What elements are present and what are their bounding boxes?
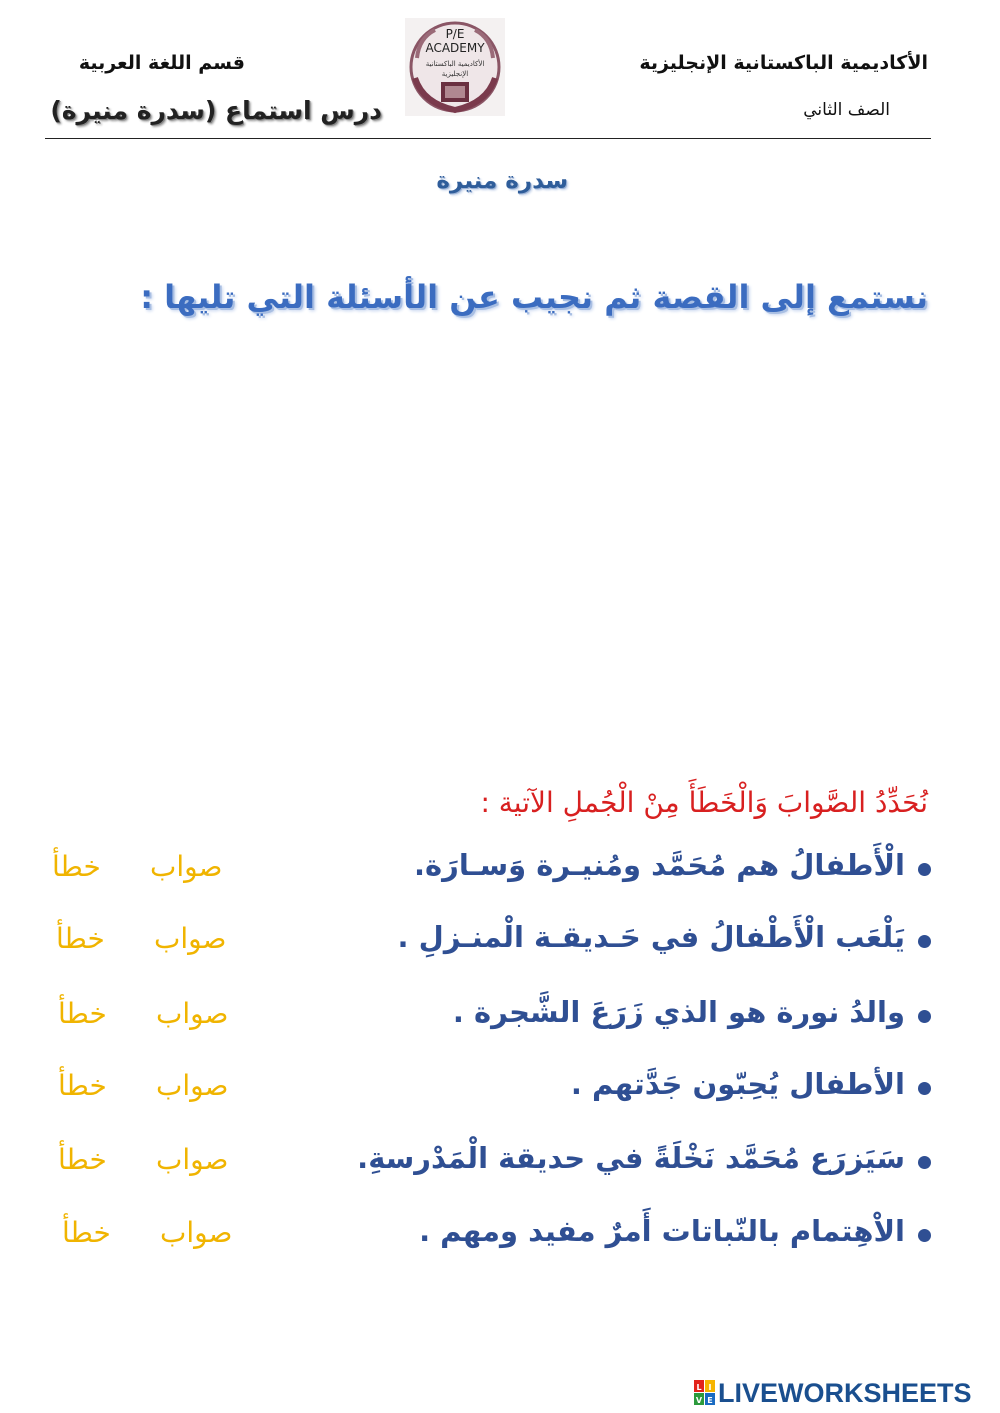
academy-logo <box>405 18 505 116</box>
bullet-icon <box>918 1156 931 1169</box>
question-row <box>40 1212 905 1264</box>
story-title: سدرة منيرة <box>436 168 568 194</box>
false-option[interactable]: خطأ <box>62 1216 111 1249</box>
question-text: الأطفال يُحِبّون جَدَّتهم . <box>570 1067 905 1101</box>
false-option[interactable]: خطأ <box>58 1069 107 1102</box>
false-option[interactable]: خطأ <box>58 997 107 1030</box>
svg-text:ACADEMY: ACADEMY <box>425 41 485 55</box>
question-row <box>40 993 905 1045</box>
true-option[interactable]: صواب <box>154 922 227 955</box>
bullet-icon <box>918 863 931 876</box>
svg-text:V: V <box>695 1396 703 1405</box>
question-row <box>40 918 905 970</box>
svg-text:L: L <box>696 1383 702 1392</box>
bullet-icon <box>918 1010 931 1023</box>
question-row <box>40 1139 905 1191</box>
true-option[interactable]: صواب <box>156 997 229 1030</box>
question-text: سَيَزرَع مُحَمَّد نَخْلَةً في حديقة الْمَدْرسةِ. <box>357 1141 905 1175</box>
true-option[interactable]: صواب <box>150 850 223 883</box>
bullet-icon <box>918 1082 931 1095</box>
school-name: الأكاديمية الباكستانية الإنجليزية <box>639 52 928 74</box>
true-false-task-title: نُحَدِّدُ الصَّوابَ وَالْخَطَأَ مِنْ الْجُملِ الآتية : <box>480 786 928 819</box>
listening-instruction: نستمع إلى القصة ثم نجيب عن الأسئلة التي تليها : <box>140 278 928 316</box>
bullet-icon <box>918 935 931 948</box>
liveworksheets-badge-icon <box>694 1380 716 1406</box>
question-text: الْأَطفالُ هم مُحَمَّد ومُنيـرة وَسـارَة. <box>414 848 905 882</box>
true-option[interactable]: صواب <box>156 1143 229 1176</box>
svg-text:I: I <box>708 1383 712 1392</box>
question-row <box>40 1065 905 1117</box>
svg-text:E: E <box>707 1396 713 1405</box>
lesson-title: درس استماع (سدرة منيرة) <box>50 96 382 125</box>
question-row <box>40 846 905 898</box>
grade-label: الصف الثاني <box>803 100 890 120</box>
liveworksheets-wordmark: LIVEWORKSHEETS <box>718 1378 972 1408</box>
question-text: يَلْعَب الْأَطْفالُ في حَـديقـة الْمنـزلِ . <box>397 920 905 954</box>
svg-text:الإنجليزية: الإنجليزية <box>441 70 469 78</box>
false-option[interactable]: خطأ <box>52 850 101 883</box>
false-option[interactable]: خطأ <box>56 922 105 955</box>
bullet-icon <box>918 1229 931 1242</box>
header-divider <box>45 138 931 139</box>
true-option[interactable]: صواب <box>160 1216 233 1249</box>
svg-text:P/E: P/E <box>445 27 465 41</box>
true-option[interactable]: صواب <box>156 1069 229 1102</box>
department-name: قسم اللغة العربية <box>78 52 245 74</box>
svg-text:الأكاديمية الباكستانية: الأكاديمية الباكستانية <box>425 60 485 68</box>
question-text: والدُ نورة هو الذي زَرَعَ الشَّجرة . <box>452 995 905 1029</box>
academy-seal-icon <box>405 18 505 116</box>
false-option[interactable]: خطأ <box>58 1143 107 1176</box>
question-text: الاْهِتمام بالنّباتات أَمرٌ مفيد ومهم . <box>419 1214 905 1248</box>
